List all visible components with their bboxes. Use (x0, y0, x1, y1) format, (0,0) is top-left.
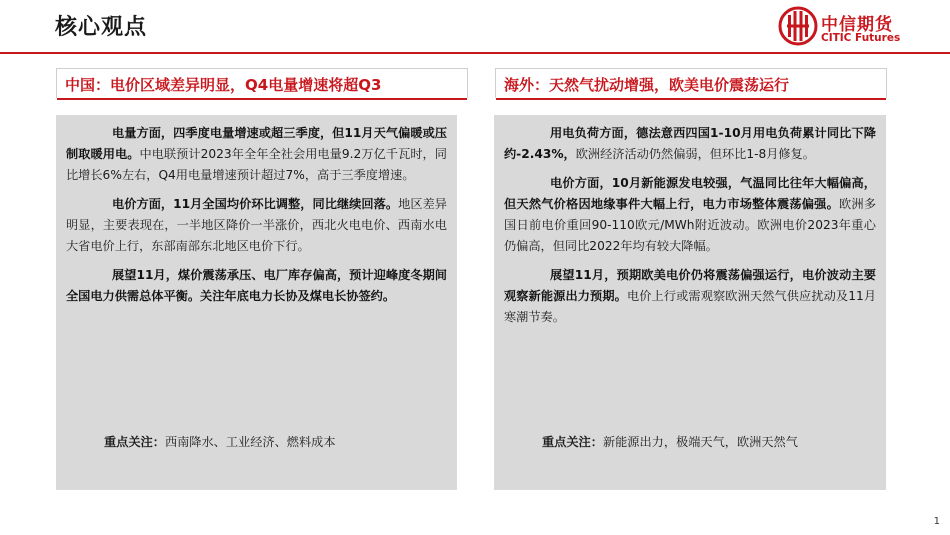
focus-label: 重点关注： (104, 435, 165, 449)
china-key-focus (104, 433, 336, 450)
focus-text: 新能源出力，极端天气，欧洲天然气 (602, 435, 798, 449)
page-number: 1 (933, 516, 940, 527)
china-section-header (56, 68, 468, 98)
china-section-title: 中国：电价区域差异明显，Q4电量增速将超Q3 (65, 76, 382, 94)
citic-logo-icon (778, 6, 818, 46)
header-divider (0, 52, 950, 54)
logo-chinese-text: 中信期货 (821, 15, 893, 35)
overseas-key-focus (542, 433, 798, 450)
overseas-paragraph: 展望11月，预期欧美电价仍将震荡偏强运行，电价波动主要观察新能源出力预期。电价上行或需观察欧洲天然气供应扰动及11月寒潮节奏。 (504, 268, 877, 324)
overseas-paragraph: 用电负荷方面，德法意西四国1-10月用电负荷累计同比下降约-2.43%，欧洲经济活动仍然偏弱，但环比1-8月修复。 (504, 126, 876, 161)
china-paragraph: 电价方面，11月全国均价环比调整，同比继续回落。地区差异明显，主要表现在，一半地区降价一半涨价，西北火电电价、西南水电大省电价上行，东部南部东北地区电价下行。 (66, 197, 447, 253)
overseas-paragraph: 电价方面，10月新能源发电较强，气温同比往年大幅偏高，但天然气价格因地缘事件大幅上行，电力市场整体震荡偏强。欧洲多国日前电价重回90-110欧元/MWh附近波动。欧洲电价2023年重心仍偏高，但同比2022年均有较大降幅。 (504, 176, 877, 253)
overseas-section-title: 海外：天然气扰动增强，欧美电价震荡运行 (504, 76, 790, 94)
china-paragraph: 展望11月，煤价震荡承压、电厂库存偏高，预计迎峰度冬期间全国电力供需总体平衡。关注年底电力长协及煤电长协签约。 (66, 268, 447, 303)
citic-futures-logo (778, 6, 913, 48)
overseas-section-header (495, 68, 887, 98)
china-content-panel (56, 115, 457, 490)
focus-text: 西南降水、工业经济、燃料成本 (164, 435, 336, 449)
focus-label: 重点关注： (542, 435, 603, 449)
china-section-underline (57, 98, 467, 100)
overseas-section-underline (496, 98, 886, 100)
logo-english-text: CITIC Futures (821, 32, 901, 44)
overseas-content-panel (494, 115, 886, 490)
page-title: 核心观点 (55, 15, 148, 40)
china-paragraph: 电量方面，四季度电量增速或超三季度，但11月天气偏暖或压制取暖用电。中电联预计2023年全年全社会用电量9.2万亿千瓦时，同比增长6%左右，Q4用电量增速预计超过7%，高于三季度增速。 (66, 126, 447, 182)
